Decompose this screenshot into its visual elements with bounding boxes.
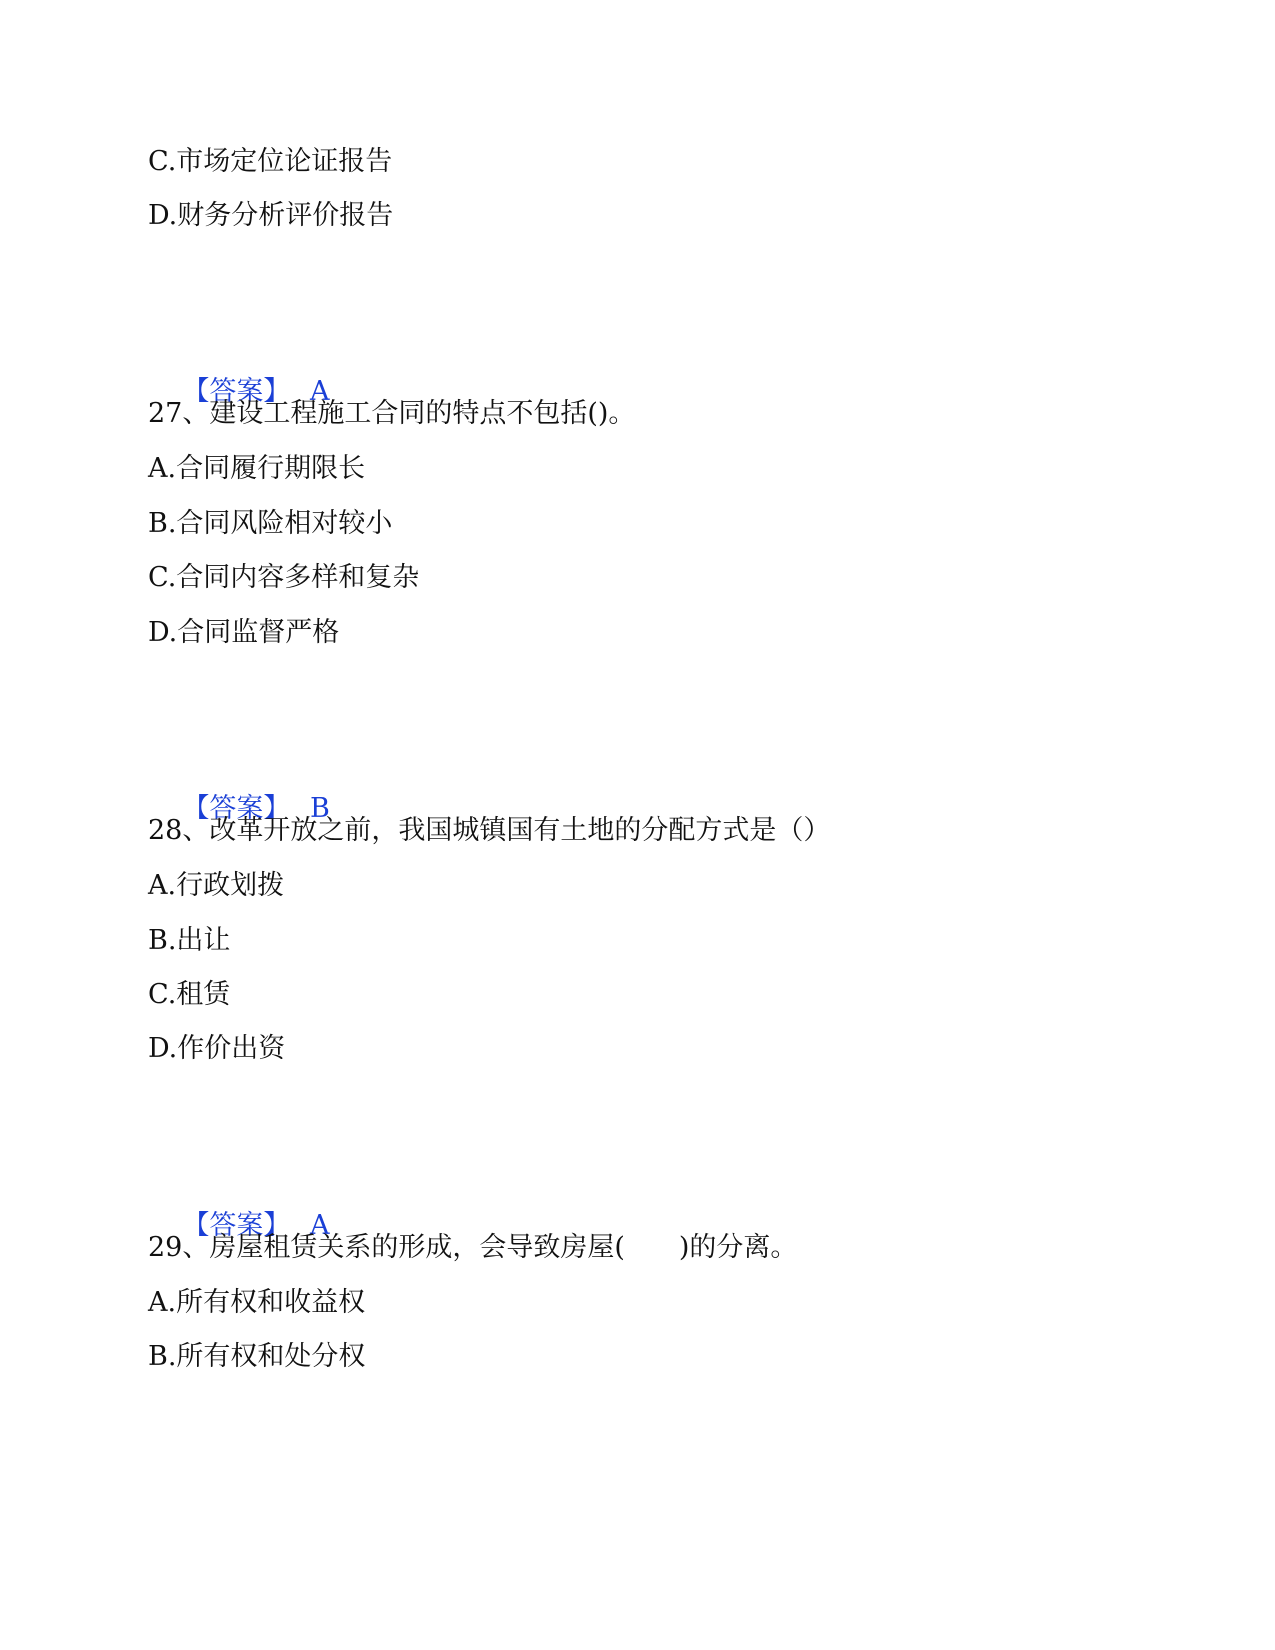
q29-question: 29、房屋租赁关系的形成，会导致房屋( )的分离。: [148, 1232, 798, 1263]
q29-option-a: A.所有权和收益权: [148, 1287, 366, 1318]
q27-option-b: B.合同风险相对较小: [148, 508, 393, 539]
answer-value: A: [310, 1210, 330, 1241]
q29-option-b: B.所有权和处分权: [148, 1341, 366, 1372]
answer-label: 【答案】: [182, 793, 291, 824]
q28-question: 28、改革开放之前，我国城镇国有土地的分配方式是（）: [148, 815, 831, 846]
answer-label: 【答案】: [182, 1210, 291, 1241]
q27-question: 27、建设工程施工合同的特点不包括()。: [148, 398, 636, 429]
q28-option-a: A.行政划拨: [148, 870, 285, 901]
q27-option-d: D.合同监督严格: [148, 617, 340, 648]
answer-value: B: [310, 793, 330, 824]
q26-option-c: C.市场定位论证报告: [148, 146, 393, 177]
q28-option-b: B.出让: [148, 925, 231, 956]
q26-option-d: D.财务分析评价报告: [148, 200, 394, 231]
q28-option-c: C.租赁: [148, 979, 231, 1010]
answer-value: A: [310, 376, 330, 407]
q27-option-a: A.合同履行期限长: [148, 453, 366, 484]
answer-label: 【答案】: [182, 376, 291, 407]
q27-option-c: C.合同内容多样和复杂: [148, 562, 420, 593]
q28-option-d: D.作价出资: [148, 1033, 286, 1064]
